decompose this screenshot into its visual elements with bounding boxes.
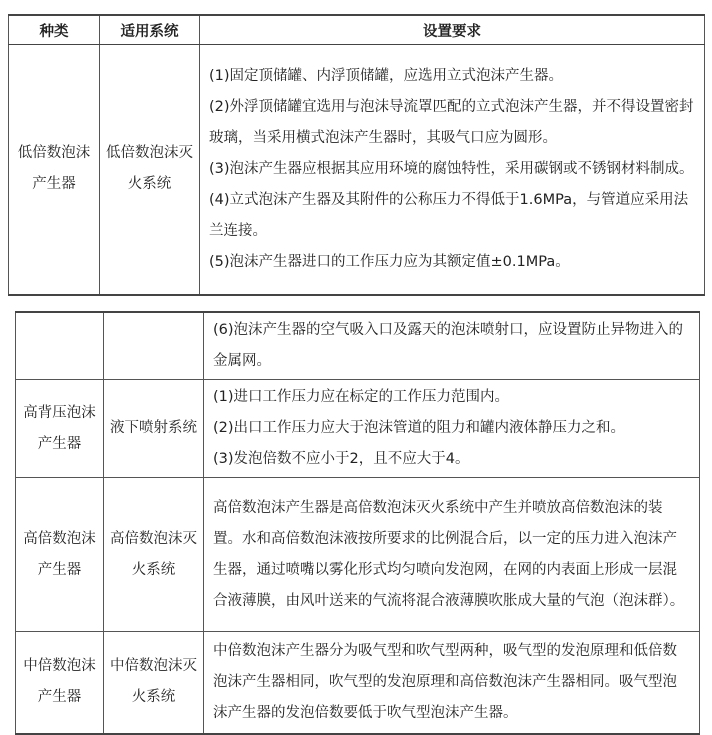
- cell-type: 中倍数泡沫产生器: [16, 632, 104, 734]
- requirement-item: (5)泡沫产生器进口的工作压力应为其额定值±0.1MPa。: [209, 253, 570, 270]
- cell-requirements: [204, 478, 700, 632]
- table-row: [16, 478, 700, 632]
- cell-type: 低倍数泡沫产生器: [9, 45, 100, 295]
- cell-requirements: [204, 632, 700, 734]
- header-row: [9, 15, 705, 45]
- requirement-item: (3)发泡倍数不应小于2，且不应大于4。: [213, 451, 470, 467]
- cell-requirements: [200, 45, 705, 295]
- requirement-item: 中倍数泡沫产生器分为吸气型和吹气型两种，吸气型的发泡原理和低倍数泡沫产生器相同，吹气型的发泡原理和高倍数泡沫产生器相同。吸气型泡沫产生器的发泡倍数要低于吹气型泡沫产生器。: [213, 642, 677, 721]
- cell-system: [104, 312, 204, 380]
- requirement-item: (4)立式泡沫产生器及其附件的公称压力不得低于1.6MPa，与管道应采用法兰连接。: [209, 191, 689, 239]
- requirement-item: (1)固定顶储罐、内浮顶储罐，应选用立式泡沫产生器。: [209, 67, 564, 84]
- requirement-item: (2)出口工作压力应大于泡沫管道的阻力和罐内液体静压力之和。: [213, 420, 626, 436]
- cell-requirements: [204, 380, 700, 478]
- requirement-item: (3)泡沫产生器应根据其应用环境的腐蚀特性，采用碳钢或不锈钢材料制成。: [209, 160, 694, 177]
- requirement-item: (1)进口工作压力应在标定的工作压力范围内。: [213, 389, 510, 405]
- header-system: 适用系统: [100, 15, 200, 45]
- header-requirements: 设置要求: [200, 15, 705, 45]
- cell-type: 高背压泡沫产生器: [16, 380, 104, 478]
- requirements-table-part-2: [15, 311, 700, 735]
- table-row: [16, 312, 700, 380]
- cell-system: 中倍数泡沫灭火系统: [104, 632, 204, 734]
- header-type: 种类: [9, 15, 100, 45]
- cell-system: 液下喷射系统: [104, 380, 204, 478]
- requirement-item: (6)泡沫产生器的空气吸入口及露天的泡沫喷射口，应设置防止异物进入的金属网。: [213, 322, 684, 369]
- cell-system: 低倍数泡沫灭火系统: [100, 45, 200, 295]
- requirement-item: (2)外浮顶储罐宜选用与泡沫导流罩匹配的立式泡沫产生器，并不得设置密封玻璃，当采用横式泡沫产生器时，其吸气口应为圆形。: [209, 98, 694, 146]
- table-row: [16, 380, 700, 478]
- cell-type: 高倍数泡沫产生器: [16, 478, 104, 632]
- requirement-item: 高倍数泡沫产生器是高倍数泡沫灭火系统中产生并喷放高倍数泡沫的装置。水和高倍数泡沫液按所要求的比例混合后，以一定的压力进入泡沫产生器，通过喷嘴以雾化形式均匀喷向发泡网，在网的内表面上形成一层混合液薄膜，由风叶送来的气流将混合液薄膜吹胀成大量的气泡（泡沫群）。: [213, 499, 685, 609]
- cell-system: 高倍数泡沫灭火系统: [104, 478, 204, 632]
- cell-type: [16, 312, 104, 380]
- table-row: [16, 632, 700, 734]
- requirements-table-part-1: [8, 14, 705, 296]
- cell-requirements: [204, 312, 700, 380]
- table-row: [9, 45, 705, 295]
